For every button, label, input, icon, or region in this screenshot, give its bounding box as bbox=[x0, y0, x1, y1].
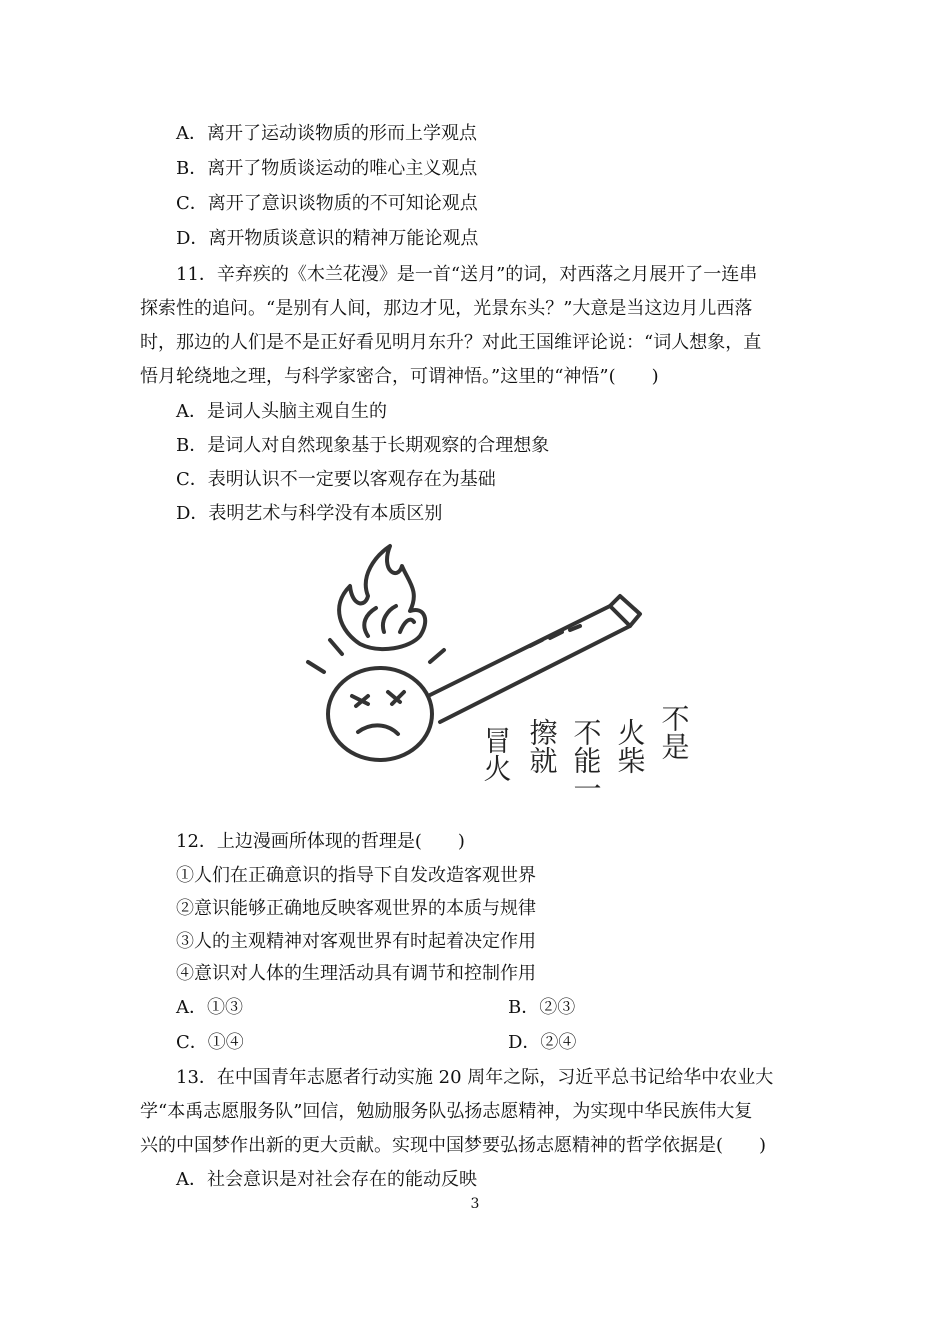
caption-col-1: 不是 bbox=[657, 704, 691, 760]
q10-option-b: B．离开了物质谈运动的唯心主义观点 bbox=[176, 158, 478, 179]
q10-option-d: D．离开物质谈意识的精神万能论观点 bbox=[176, 228, 479, 249]
q12-stem: 12．上边漫画所体现的哲理是( ) bbox=[176, 831, 465, 852]
caption-col-2: 火柴 bbox=[613, 718, 647, 774]
q11-stem-line-1: 11．辛弃疾的《木兰花漫》是一首“送月”的词，对西落之月展开了一连串 bbox=[176, 264, 758, 285]
q12-item-2: ②意识能够正确地反映客观世界的本质与规律 bbox=[176, 898, 536, 919]
q11-option-c: C．表明认识不一定要以客观存在为基础 bbox=[176, 469, 496, 490]
q12-item-3: ③人的主观精神对客观世界有时起着决定作用 bbox=[176, 931, 536, 952]
q12-option-c: C．①④ bbox=[176, 1032, 244, 1053]
q11-option-d: D．表明艺术与科学没有本质区别 bbox=[176, 503, 443, 524]
q12-item-4: ④意识对人体的生理活动具有调节和控制作用 bbox=[176, 963, 536, 984]
flame-drawing bbox=[339, 546, 425, 649]
q11-stem-line-4: 悟月轮绕地之理，与科学家密合，可谓神悟。”这里的“神悟”( ) bbox=[140, 366, 659, 387]
page-number: 3 bbox=[470, 1196, 480, 1212]
q13-stem-line-2: 学“本禹志愿服务队”回信，勉励服务队弘扬志愿精神，为实现中华民族伟大复 bbox=[140, 1101, 753, 1122]
q10-option-a: A．离开了运动谈物质的形而上学观点 bbox=[176, 123, 477, 144]
q11-option-b: B．是词人对自然现象基于长期观察的合理想象 bbox=[176, 435, 550, 456]
q11-stem-line-3: 时，那边的人们是不是正好看见明月东升？对此王国维评论说：“词人想象，直 bbox=[140, 332, 762, 353]
q13-stem-line-1: 13．在中国青年志愿者行动实施 20 周年之际，习近平总书记给华中农业大 bbox=[176, 1067, 774, 1088]
match-stick-drawing bbox=[428, 606, 630, 722]
q12-item-1: ①人们在正确意识的指导下自发改造客观世界 bbox=[176, 865, 536, 886]
cartoon-illustration bbox=[280, 536, 710, 812]
cartoon-caption bbox=[480, 704, 691, 802]
caption-col-4: 擦就 bbox=[525, 718, 559, 774]
caption-col-5: 冒火 bbox=[479, 726, 513, 782]
q13-option-a: A．社会意识是对社会存在的能动反映 bbox=[176, 1169, 477, 1190]
q11-option-a: A．是词人头脑主观自生的 bbox=[176, 401, 387, 422]
q12-option-d: D．②④ bbox=[508, 1032, 577, 1053]
q12-option-b: B．②③ bbox=[508, 997, 576, 1018]
match-head-drawing bbox=[328, 668, 432, 760]
q13-stem-line-3: 兴的中国梦作出新的更大贡献。实现中国梦要弘扬志愿精神的哲学依据是( ) bbox=[140, 1135, 767, 1156]
q10-option-c: C．离开了意识谈物质的不可知论观点 bbox=[176, 193, 478, 214]
q11-stem-line-2: 探索性的追问。“是别有人间，那边才见，光景东头？”大意是当这边月儿西落 bbox=[140, 298, 753, 319]
caption-col-3: 不能一 bbox=[569, 718, 603, 802]
q12-option-a: A．①③ bbox=[176, 997, 243, 1018]
